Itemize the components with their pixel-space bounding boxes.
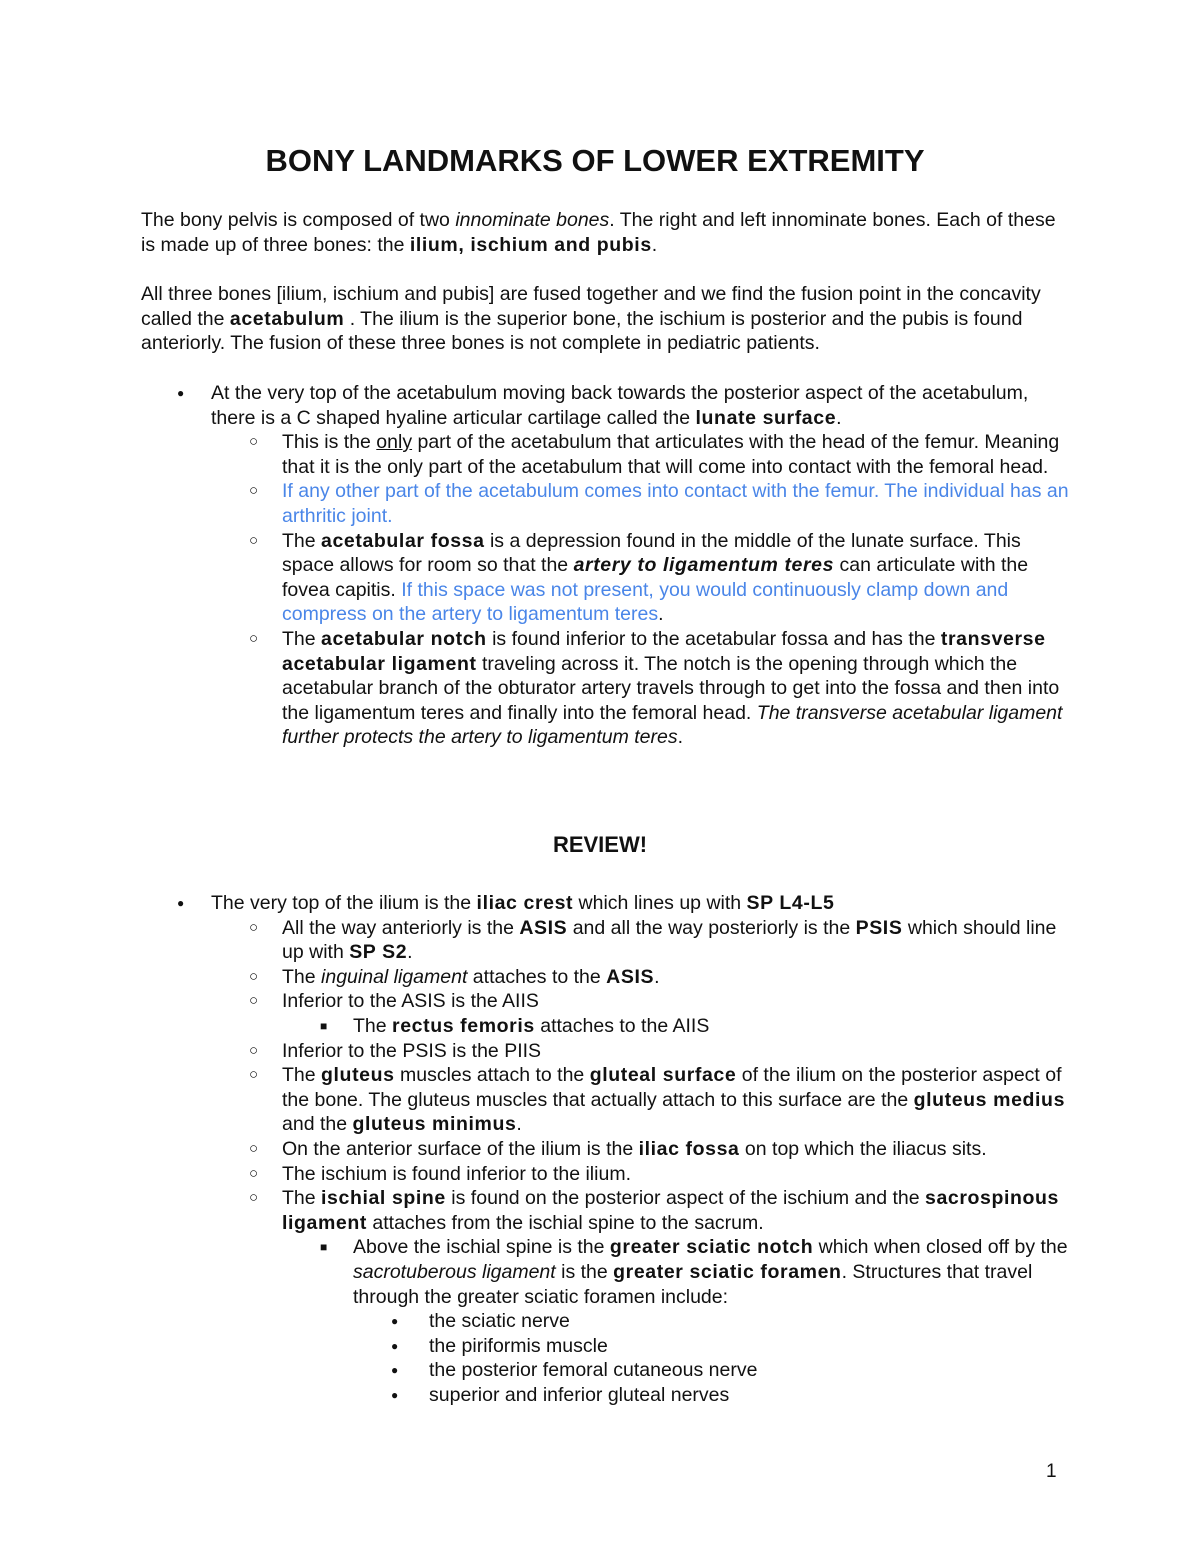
sub-sub-list <box>282 1235 1071 1407</box>
list-item <box>282 965 1071 990</box>
text-run: the piriformis muscle <box>429 1334 608 1357</box>
text-run: ASIS <box>519 916 568 939</box>
sub-sub-list <box>282 1014 1071 1039</box>
text-run: SP S2 <box>349 941 408 964</box>
text-run: is the <box>555 1260 614 1283</box>
text-run: of the ilium on the posterior aspect of the bone. The gluteus muscles that actually attach to this surface are the <box>282 1064 1062 1111</box>
text-run: only <box>376 431 413 454</box>
list-item <box>282 529 1071 627</box>
text-run: acetabulum <box>229 307 345 330</box>
list-item <box>282 430 1071 479</box>
text-run: is found on the posterior aspect of the ischium and the <box>445 1187 926 1210</box>
text-run: At the very top of the acetabulum moving back towards the posterior aspect of the acetabulum, there is a C shaped hyaline articular cartilage called the <box>211 382 1029 429</box>
list-item <box>211 381 1071 750</box>
filled-bullet-icon <box>391 1309 398 1334</box>
text-run: The bony pelvis is composed of two <box>141 209 456 231</box>
text-run: The <box>282 965 322 988</box>
text-run: ASIS <box>606 965 655 988</box>
text-run: attaches from the ischial spine to the sacrum. <box>366 1211 764 1234</box>
text-run: All three bones [ilium, ischium and pubis] are fused together and we find the fusion point in the concavity called the <box>141 283 1041 330</box>
text-run: which lines up with <box>573 892 747 914</box>
text-run: PSIS <box>855 916 903 939</box>
list-item <box>429 1309 1071 1334</box>
list-item <box>282 989 1071 1038</box>
hollow-bullet-icon <box>249 529 258 554</box>
filled-bullet-icon <box>391 1358 398 1383</box>
text-run: the sciatic nerve <box>429 1310 570 1333</box>
text-run: Above the ischial spine is the <box>353 1236 610 1259</box>
text-run: greater sciatic foramen <box>613 1260 842 1283</box>
list-item <box>211 891 1071 1407</box>
filled-bullet-icon <box>177 891 184 916</box>
square-bullet-icon <box>320 1235 327 1260</box>
hollow-bullet-icon <box>249 989 258 1014</box>
list-item <box>282 1137 1071 1162</box>
text-run: . <box>677 726 684 749</box>
text-run: On the anterior surface of the ilium is the <box>282 1137 639 1160</box>
text-run: Inferior to the PSIS is the PIIS <box>282 1039 542 1062</box>
text-run: inguinal ligament <box>321 965 468 988</box>
intro-paragraph <box>141 208 1071 257</box>
text-run: muscles attach to the <box>394 1064 590 1087</box>
list-item <box>353 1235 1071 1407</box>
fusion-paragraph <box>141 282 1071 356</box>
list-item <box>282 916 1071 965</box>
list-item <box>282 1186 1071 1407</box>
hollow-bullet-icon <box>249 430 258 455</box>
acetabulum-list <box>211 381 1071 750</box>
text-run: on top which the iliacus sits. <box>739 1137 987 1160</box>
text-run: All the way anteriorly is the <box>282 916 520 939</box>
filled-bullet-icon <box>391 1334 398 1359</box>
text-run: The <box>282 1064 322 1087</box>
list-item <box>282 479 1071 528</box>
text-run: part of the acetabulum that articulates with the head of the femur. Meaning that it is the only part of the acetabulum that will come into contact with the femoral head. <box>282 431 1060 478</box>
text-run: . The right and left innominate bones. Each of these is made up of three bones: the <box>141 209 1056 256</box>
filled-bullet-icon <box>391 1383 398 1408</box>
text-run: transverse acetabular ligament <box>282 627 1046 675</box>
hollow-bullet-icon <box>249 627 258 652</box>
hollow-bullet-icon <box>249 1186 258 1211</box>
text-run: . Structures that travel through the greater sciatic foramen include: <box>353 1260 1033 1308</box>
text-run: The <box>282 627 322 650</box>
ilium-review-list <box>211 891 1071 1407</box>
hollow-bullet-icon <box>249 1162 258 1187</box>
text-run: ilium, ischium and pubis <box>409 233 652 256</box>
text-run: iliac fossa <box>638 1137 740 1160</box>
list-item <box>282 1039 1071 1064</box>
text-run: and all the way posteriorly is the <box>567 916 856 939</box>
text-run: . <box>658 603 664 626</box>
text-run: greater sciatic notch <box>609 1236 814 1259</box>
list-item <box>282 1162 1071 1187</box>
text-run: attaches to the <box>467 965 607 988</box>
hollow-bullet-icon <box>249 1137 258 1162</box>
text-run: The <box>282 529 322 552</box>
text-run: The transverse acetabular ligament further protects the artery to ligamentum teres <box>282 701 1063 749</box>
list-item <box>429 1334 1071 1359</box>
text-run: sacrospinous ligament <box>282 1187 1060 1234</box>
text-run: the posterior femoral cutaneous nerve <box>429 1359 758 1382</box>
text-run: The <box>282 1187 322 1210</box>
structures-list <box>353 1309 1071 1407</box>
list-item <box>353 1014 1071 1039</box>
hollow-bullet-icon <box>249 916 258 941</box>
text-run: The very top of the ilium is the <box>211 892 477 914</box>
hollow-bullet-icon <box>249 479 258 504</box>
text-run: is found inferior to the acetabular fossa and has the <box>486 627 941 650</box>
sub-list <box>211 430 1071 750</box>
list-item <box>429 1358 1071 1383</box>
list-item <box>429 1383 1071 1408</box>
text-run: gluteus minimus <box>352 1113 517 1136</box>
hollow-bullet-icon <box>249 965 258 990</box>
text-run: . <box>651 233 658 256</box>
text-run: is a depression found in the middle of the lunate surface. This space allows for room so that the <box>282 529 1021 577</box>
text-run: traveling across it. The notch is the opening through which the acetabular branch of the obturator artery travels through to get into the fossa and then into the ligamentum teres and finally into the femoral head. <box>282 652 1060 724</box>
text-run: If any other part of the acetabulum comes into contact with the femur. The individual has an arthritic joint. <box>282 480 1069 527</box>
text-run: gluteus <box>321 1064 395 1087</box>
text-run: superior and inferior gluteal nerves <box>429 1383 730 1406</box>
text-run: can articulate with the fovea capitis. <box>282 554 1029 601</box>
text-run: which should line up with <box>282 916 1057 964</box>
text-run: . The ilium is the superior bone, the ischium is posterior and the pubis is found anteriorly. The fusion of these three bones is not complete in pediatric patients. <box>141 307 1023 355</box>
text-run: . <box>654 965 660 988</box>
text-run: . <box>516 1113 522 1136</box>
text-run: ischial spine <box>321 1187 446 1210</box>
text-run: gluteus medius <box>913 1088 1066 1111</box>
text-run: which when closed off by the <box>813 1236 1068 1259</box>
text-run: The ischium is found inferior to the ilium. <box>282 1162 631 1185</box>
text-run: Inferior to the ASIS is the AIIS <box>282 990 539 1013</box>
text-run: SP L4-L5 <box>746 892 835 914</box>
text-run: If this space was not present, you would continuously clamp down and compress on the artery to ligamentum teres <box>282 578 1009 626</box>
text-run: lunate surface <box>695 406 837 429</box>
review-heading: REVIEW! <box>552 832 648 857</box>
list-item <box>282 627 1071 750</box>
page-number: 1 <box>1046 1461 1057 1482</box>
text-run: iliac crest <box>476 892 574 914</box>
text-run: artery to ligamentum teres <box>573 554 835 577</box>
text-run: sacrotuberous ligament <box>353 1260 556 1283</box>
text-run: This is the <box>282 431 377 454</box>
text-run: The <box>353 1014 393 1037</box>
sub-list <box>211 916 1071 1408</box>
text-run: innominate bones <box>455 209 610 231</box>
page-title: BONY LANDMARKS OF LOWER EXTREMITY <box>265 143 925 178</box>
text-run: . <box>836 406 842 429</box>
text-run: acetabular notch <box>321 627 487 650</box>
square-bullet-icon <box>320 1014 327 1039</box>
text-run: attaches to the AIIS <box>534 1014 710 1037</box>
text-run: . <box>407 941 413 964</box>
text-run: acetabular fossa <box>321 529 485 552</box>
hollow-bullet-icon <box>249 1039 258 1064</box>
list-item <box>282 1063 1071 1137</box>
text-run: rectus femoris <box>392 1014 535 1037</box>
text-run: and the <box>282 1113 353 1136</box>
filled-bullet-icon <box>177 381 184 406</box>
hollow-bullet-icon <box>249 1063 258 1088</box>
text-run: gluteal surface <box>589 1064 737 1087</box>
